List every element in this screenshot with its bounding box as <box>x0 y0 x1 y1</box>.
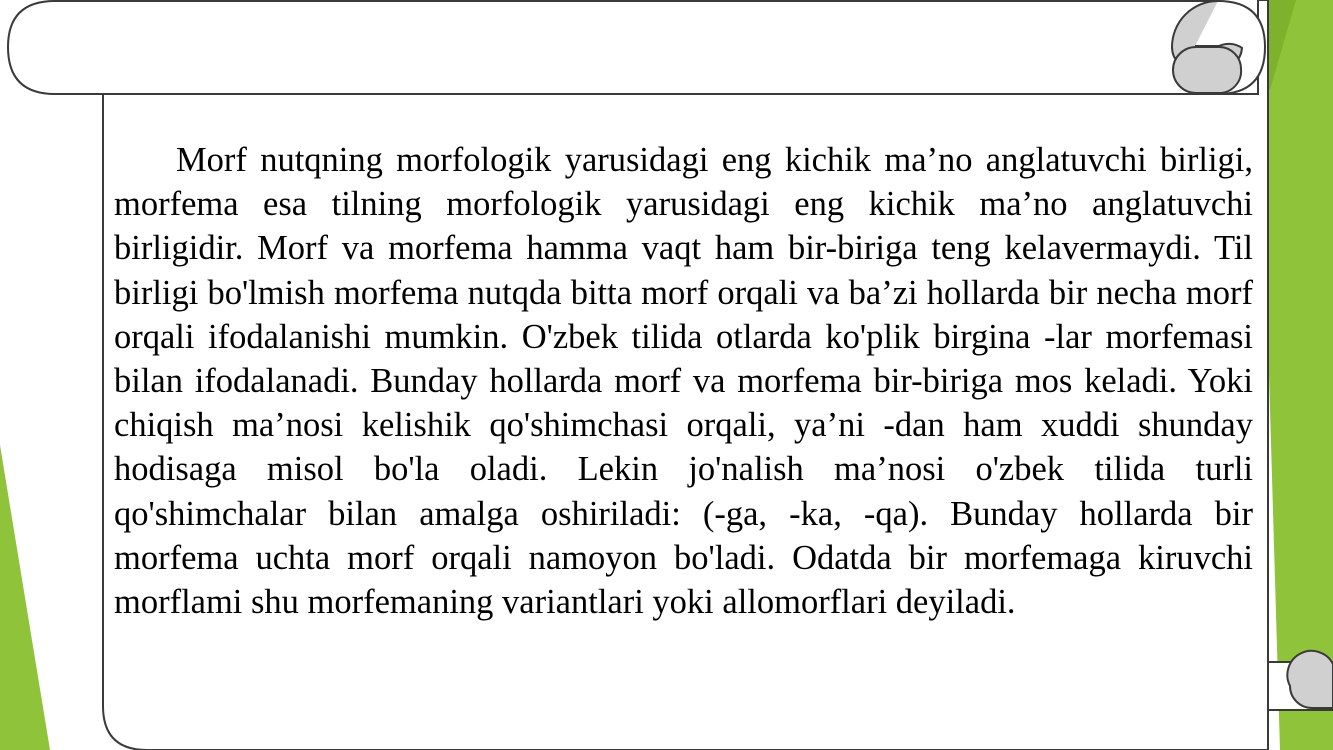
green-accent-left <box>0 445 50 750</box>
scroll-bottom-curl <box>1287 651 1333 708</box>
scroll-top-roll <box>8 1 1265 94</box>
scroll-top-curl-shadow <box>1173 47 1241 93</box>
paragraph-text: Morf nutqning morfologik yarusidagi eng kichik ma’no anglatuvchi birligi, morfema esa tilning morfologik yarusidagi eng kichik ma’no anglatuvchi birligidir. Morf va morfema hamma vaqt ham bir-biriga teng kelavermaydi. Til birligi bo'lmish morfema nutqda bitta morf orqali va ba’zi hollarda bir necha morf orqali ifodalanishi mumkin. O'zbek tilida otlarda ko'plik birgina -lar morfemasi bilan ifodalanadi. Bunday hollarda morf va morfema bir-biriga mos keladi. Yoki chiqish ma’nosi kelishik qo'shimchasi orqali, ya’ni -dan ham xuddi shunday hodisaga misol bo'la oladi. Lekin jo'nalish ma’nosi o'zbek tilida turli qo'shimchalar bilan amalga oshiriladi: (-ga, -ka, -qa). Bunday hollarda bir morfema uchta morf orqali namoyon bo'ladi. Odatda bir morfemaga kiruvchi morflami shu morfemaning variantlari yoki allomorflari deyiladi. <box>114 141 1253 622</box>
green-accent-right <box>1258 0 1333 750</box>
